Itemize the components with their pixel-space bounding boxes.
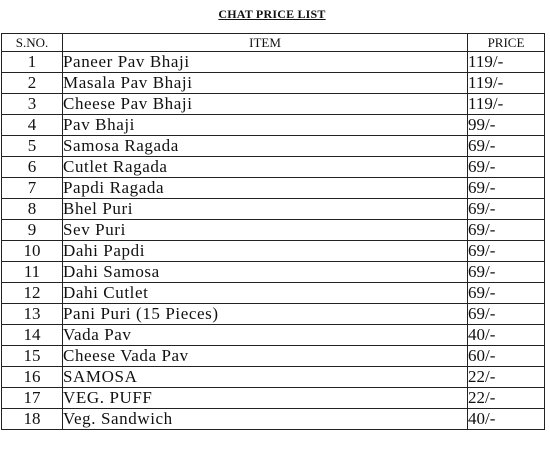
- row-sno: 9: [2, 220, 63, 241]
- row-sno: 1: [2, 52, 63, 73]
- row-item: Dahi Papdi: [63, 241, 468, 262]
- row-sno: 13: [2, 304, 63, 325]
- row-item: Sev Puri: [63, 220, 468, 241]
- row-item: SAMOSA: [63, 367, 468, 388]
- row-sno: 14: [2, 325, 63, 346]
- row-sno: 16: [2, 367, 63, 388]
- row-price: 40/-: [468, 325, 545, 346]
- row-price: 40/-: [468, 409, 545, 430]
- row-sno: 8: [2, 199, 63, 220]
- table-row: [2, 115, 545, 136]
- row-item: Dahi Cutlet: [63, 283, 468, 304]
- price-table: [1, 33, 545, 430]
- row-item: Vada Pav: [63, 325, 468, 346]
- row-item: VEG. PUFF: [63, 388, 468, 409]
- table-row: [2, 367, 545, 388]
- table-row: [2, 241, 545, 262]
- row-item: Cheese Vada Pav: [63, 346, 468, 367]
- table-row: [2, 220, 545, 241]
- row-price: 69/-: [468, 199, 545, 220]
- table-row: [2, 262, 545, 283]
- row-item: Dahi Samosa: [63, 262, 468, 283]
- table-row: [2, 304, 545, 325]
- table-row: [2, 199, 545, 220]
- table-row: [2, 136, 545, 157]
- row-price: 119/-: [468, 73, 545, 94]
- row-item: Samosa Ragada: [63, 136, 468, 157]
- row-item: Pani Puri (15 Pieces): [63, 304, 468, 325]
- row-price: 69/-: [468, 136, 545, 157]
- row-price: 69/-: [468, 157, 545, 178]
- column-header-item: ITEM: [63, 34, 468, 52]
- row-item: Cutlet Ragada: [63, 157, 468, 178]
- table-row: [2, 73, 545, 94]
- table-row: [2, 325, 545, 346]
- row-sno: 3: [2, 94, 63, 115]
- row-price: 22/-: [468, 367, 545, 388]
- row-item: Veg. Sandwich: [63, 409, 468, 430]
- row-price: 119/-: [468, 94, 545, 115]
- column-header-sno: S.NO.: [2, 34, 63, 52]
- table-row: [2, 94, 545, 115]
- table-row: [2, 52, 545, 73]
- page-title: CHAT PRICE LIST: [218, 7, 326, 21]
- column-header-price: PRICE: [468, 34, 545, 52]
- table-row: [2, 178, 545, 199]
- row-item: Bhel Puri: [63, 199, 468, 220]
- row-sno: 4: [2, 115, 63, 136]
- row-sno: 5: [2, 136, 63, 157]
- row-sno: 11: [2, 262, 63, 283]
- table-row: [2, 157, 545, 178]
- row-item: Papdi Ragada: [63, 178, 468, 199]
- row-price: 119/-: [468, 52, 545, 73]
- row-price: 69/-: [468, 304, 545, 325]
- row-sno: 7: [2, 178, 63, 199]
- table-row: [2, 283, 545, 304]
- table-row: [2, 388, 545, 409]
- row-sno: 18: [2, 409, 63, 430]
- row-sno: 6: [2, 157, 63, 178]
- row-sno: 15: [2, 346, 63, 367]
- row-price: 69/-: [468, 283, 545, 304]
- table-row: [2, 409, 545, 430]
- row-price: 99/-: [468, 115, 545, 136]
- row-price: 60/-: [468, 346, 545, 367]
- table-row: [2, 346, 545, 367]
- table-body: [2, 52, 545, 430]
- row-item: Cheese Pav Bhaji: [63, 94, 468, 115]
- row-item: Paneer Pav Bhaji: [63, 52, 468, 73]
- row-item: Masala Pav Bhaji: [63, 73, 468, 94]
- row-sno: 12: [2, 283, 63, 304]
- row-sno: 17: [2, 388, 63, 409]
- row-price: 69/-: [468, 220, 545, 241]
- row-sno: 2: [2, 73, 63, 94]
- row-sno: 10: [2, 241, 63, 262]
- row-price: 69/-: [468, 241, 545, 262]
- row-price: 22/-: [468, 388, 545, 409]
- row-price: 69/-: [468, 262, 545, 283]
- table-header-row: [2, 34, 545, 52]
- row-item: Pav Bhaji: [63, 115, 468, 136]
- row-price: 69/-: [468, 178, 545, 199]
